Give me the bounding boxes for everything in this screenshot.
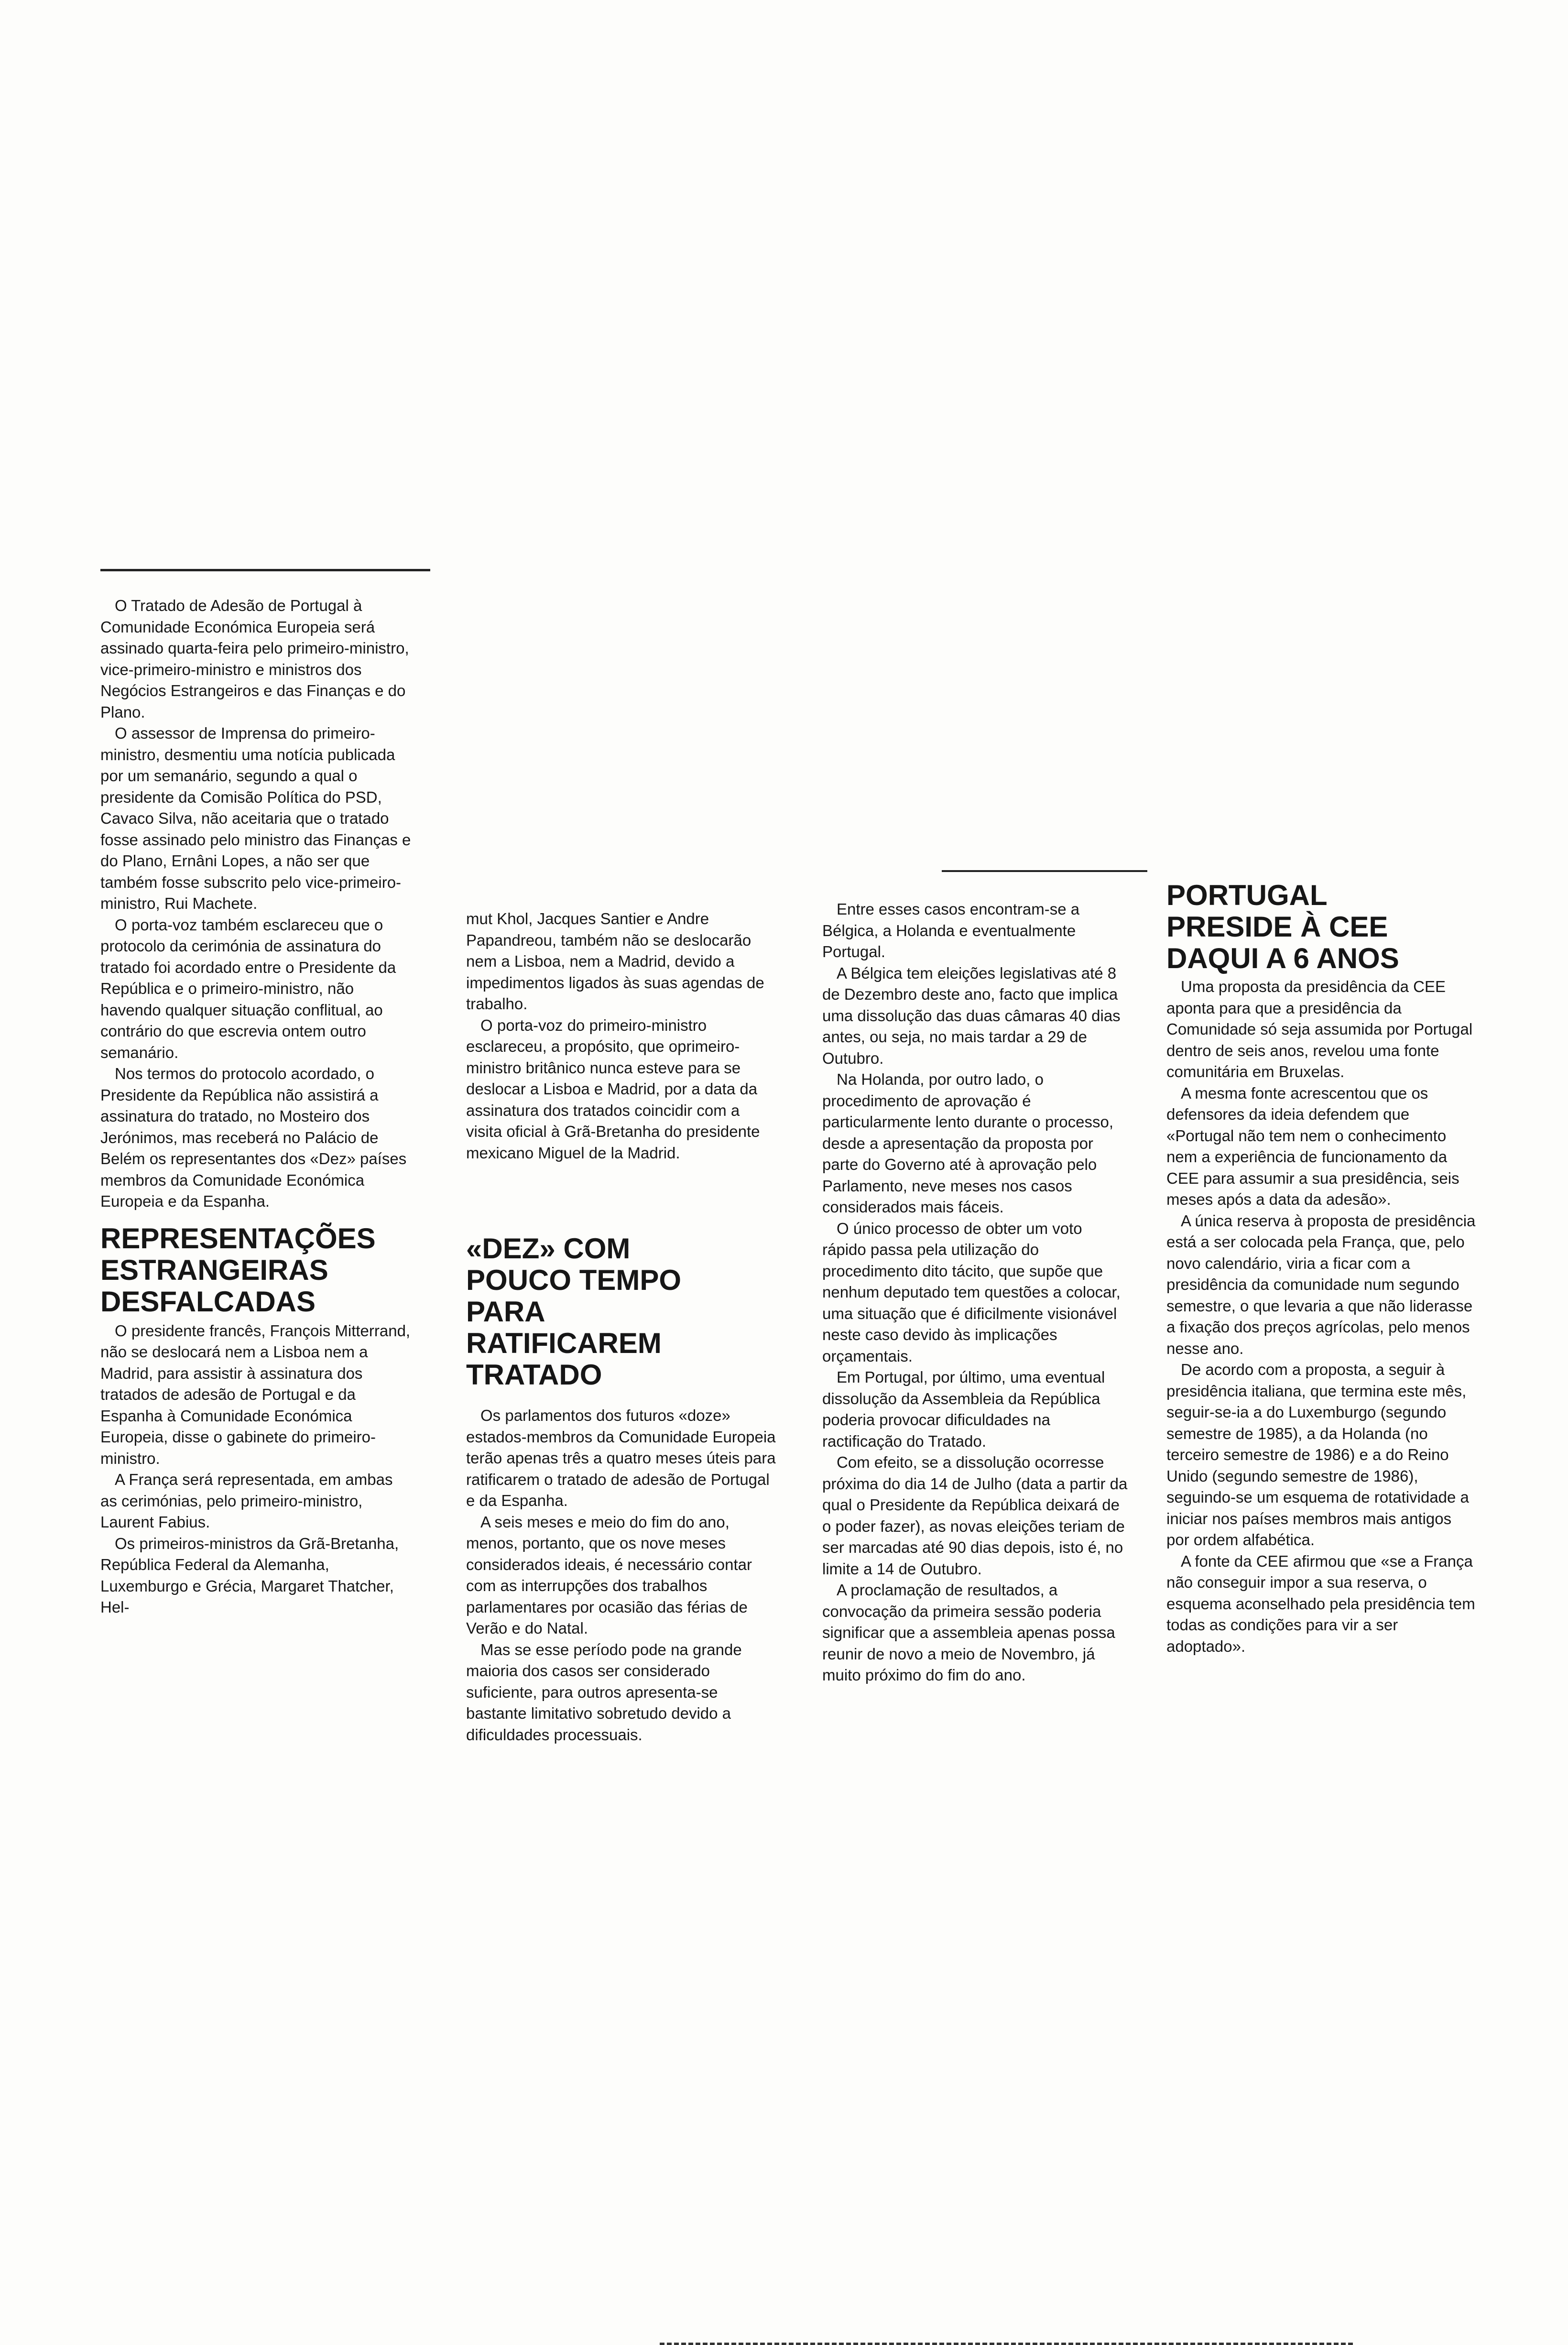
paragraph: A Bélgica tem eleições legislativas até 8 de Dezembro deste ano, facto que implica uma dissolução das duas câmaras 40 dias antes, ou seja, no mais tardar a 29 de Outubro. (822, 964, 1121, 1067)
section-heading: «DEZ» COM POUCO TEMPO PARA RATIFICAREM TRATADO (466, 1232, 682, 1391)
paragraph: A fonte da CEE afirmou que «se a França não conseguir impor a sua reserva, o esquema aconselhado pela presidência tem todas as condições para vir a ser adoptado». (1166, 1552, 1475, 1655)
top-rule-right (942, 870, 1147, 872)
paragraph: Em Portugal, por último, uma eventual dissolução da Assembleia da República poderia provocar dificuldades na ractificação do Tratado. (822, 1368, 1105, 1450)
paragraph: Os primeiros-ministros da Grã-Bretanha, República Federal da Alemanha, Luxemburgo e Grécia, Margaret Thatcher, Hel- (100, 1534, 399, 1616)
paragraph: A única reserva à proposta de presidência está a ser colocada pela França, que, pelo novo calendário, viria a ficar com a presidência da comunidade num segundo semestre, o que levaria a que não liderasse a fixação dos preços agrícolas, pelo menos nesse ano. (1166, 1211, 1476, 1357)
paragraph: Na Holanda, por outro lado, o procedimento de aprovação é particularmente lento durante o processo, desde a apresentação da proposta por parte do Governo até à aprovação pelo Parlamento, neve meses nos casos considerados mais fáceis. (822, 1070, 1114, 1216)
paragraph: mut Khol, Jacques Santier e Andre Papandreou, também não se deslocarão nem a Lisboa, nem a Madrid, devido a impedimentos ligados às suas agendas de trabalho. (466, 910, 764, 1013)
section-heading: REPRESENTAÇÕES ESTRANGEIRAS DESFALCADAS (100, 1222, 376, 1318)
paragraph: Mas se esse período pode na grande maioria dos casos ser considerado suficiente, para outros apresenta-se bastante limitativo sobretudo devido a dificuldades processuais. (466, 1640, 742, 1744)
paragraph: O porta-voz também esclareceu que o protocolo da cerimónia de assinatura do tratado foi acordado entre o Presidente da República e o primeiro-ministro, não havendo qualquer situação conflitual, ao contrário do que escrevia ontem outro semanário. (100, 916, 396, 1061)
article-column-1 (100, 595, 411, 1618)
article-column-2 (466, 908, 777, 1745)
paragraph: A seis meses e meio do fim do ano, menos, portanto, que os nove meses considerados ideais, é necessário contar com as interrupções dos trabalhos parlamentares por ocasião das férias de Verão e do Natal. (466, 1513, 752, 1637)
paragraph: O Tratado de Adesão de Portugal à Comunidade Económica Europeia será assinado quarta-feira pelo primeiro-ministro, vice-primeiro-ministro e ministros dos Negócios Estrangeiros e das Finanças e do Plano. (100, 597, 409, 721)
paragraph: Com efeito, se a dissolução ocorresse próxima do dia 14 de Julho (data a partir da qual o Presidente da República deixará de o poder fazer), as novas eleições teriam de ser marcadas até 90 dias depois, isto é, no limite a 14 de Outubro. (822, 1453, 1128, 1578)
bottom-cut-line (660, 2343, 1353, 2345)
paragraph: O único processo de obter um voto rápido passa pela utilização do procedimento dito tácito, que supõe que nenhum deputado tem questões a colocar, uma situação que é dificilmente visionável neste caso devido às implicações orçamentais. (822, 1219, 1121, 1365)
paragraph: Nos termos do protocolo acordado, o Presidente da República não assistirá a assinatura do tratado, no Mosteiro dos Jerónimos, mas receberá no Palácio de Belém os representantes dos «Dez» países membros da Comunidade Económica Europeia e da Espanha. (100, 1065, 407, 1210)
article-column-3 (822, 899, 1128, 1686)
paragraph: O presidente francês, François Mitterrand, não se deslocará nem a Lisboa nem a Madrid, para assistir à assinatura dos tratados de adesão de Portugal e da Espanha à Comunidade Económica Europeia, disse o gabinete do primeiro-ministro. (100, 1321, 411, 1467)
paragraph: A proclamação de resultados, a convocação da primeira sessão poderia significar que a assembleia apenas possa reunir de novo a meio de Novembro, já muito próximo do fim do ano. (822, 1581, 1115, 1684)
paragraph: Entre esses casos encontram-se a Bélgica, a Holanda e eventualmente Portugal. (822, 900, 1080, 960)
paragraph: Uma proposta da presidência da CEE aponta para que a presidência da Comunidade só seja assumida por Portugal dentro de seis anos, revelou uma fonte comunitária em Bruxelas. (1166, 978, 1473, 1080)
paragraph: A mesma fonte acrescentou que os defensores da ideia defendem que «Portugal não tem nem o conhecimento nem a experiência de funcionamento da CEE para assumir a sua presidência, seis meses após a data da adesão». (1166, 1084, 1459, 1208)
section-heading: PORTUGAL PRESIDE À CEE DAQUI A 6 ANOS (1166, 879, 1399, 974)
article-column-4 (1166, 880, 1477, 1657)
paragraph: De acordo com a proposta, a seguir à presidência italiana, que termina este mês, seguir-se-ia a do Luxemburgo (segundo semestre de 1985), a da Holanda (no terceiro semestre de 1986) e a do Reino Unido (segundo semestre de 1986), seguindo-se um esquema de rotatividade a iniciar nos países membros mais antigos por ordem alfabética. (1166, 1361, 1469, 1549)
top-rule-left (100, 569, 430, 571)
paragraph: O assessor de Imprensa do primeiro-ministro, desmentiu uma notícia publicada por um semanário, segundo a qual o presidente da Comisão Política do PSD, Cavaco Silva, não aceitaria que o tratado fosse assinado pelo ministro das Finanças e do Plano, Ernâni Lopes, a não ser que também fosse subscrito pelo vice-primeiro-ministro, Rui Machete. (100, 724, 411, 912)
paragraph: A França será representada, em ambas as cerimónias, pelo primeiro-ministro, Laurent Fabius. (100, 1471, 393, 1531)
paragraph: O porta-voz do primeiro-ministro esclareceu, a propósito, que oprimeiro-ministro britânico nunca esteve para se deslocar a Lisboa e Madrid, por a data da assinatura dos tratados coincidir com a visita oficial à Grã-Bretanha do presidente mexicano Miguel de la Madrid. (466, 1016, 760, 1162)
paragraph: Os parlamentos dos futuros «doze» estados-membros da Comunidade Europeia terão apenas três a quatro meses úteis para ratificarem o tratado de adesão de Portugal e da Espanha. (466, 1407, 776, 1509)
